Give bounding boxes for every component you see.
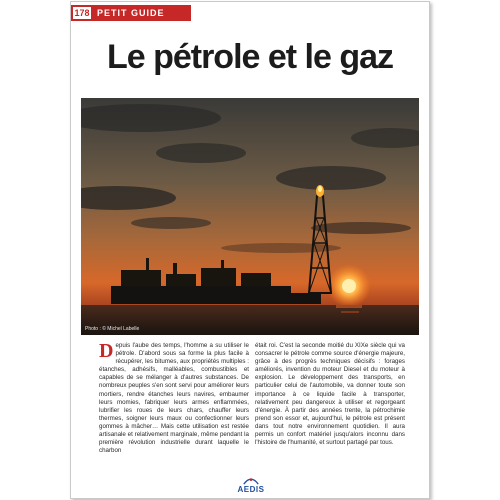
- photo-credit: Photo : © Michel Labelle: [85, 326, 140, 332]
- cover-photo: [81, 98, 419, 335]
- guide-page: [70, 1, 430, 499]
- article-right-column: [255, 342, 405, 447]
- aedis-logo-icon: [241, 476, 261, 485]
- header-bar: [71, 5, 191, 21]
- series-label: PETIT GUIDE: [97, 8, 165, 18]
- publisher-name: AEDIS: [237, 485, 265, 494]
- oil-platform-sunset-image: [81, 98, 419, 335]
- publisher-logo: [233, 476, 269, 494]
- page-number-badge: 178: [74, 8, 90, 18]
- article-text-right: était roi. C'est la seconde moitié du XIXe siècle qui va consacrer le pétrole comme source d'énergie majeure, grâce à des progrès techniques décisifs : forages améliorés, invention du moteur Diesel et du moteur à explosion. Le développement des transports, en particulier celui de l'automobile, va donner toute son importance à ce liquide facile à transporter, relativement peu dangereux à utiliser et regorgeant d'énergie. À partir des années trente, la pétrochimie prend son essor et, aujourd'hui, le pétrole est présent dans tout notre environnement quotidien. Il aura permis un confort matériel jusqu'alors inconnu dans l'histoire de l'humanité, et surtout partagé par tous.: [255, 342, 405, 447]
- page-title: Le pétrole et le gaz: [106, 38, 394, 76]
- article-text-left: epuis l'aube des temps, l'homme a su utiliser le pétrole. D'abord sous sa forme la plus facile à récupérer, les bitumes, aux propriétés multiples : étanches, adhésifs, malléables, combustibles et capables de se mélanger à d'autres substances. De nombreux peuples s'en sont servi pour améliorer leurs mortiers, rendre étanches leurs navires, embaumer leurs momies, fabriquer leurs armes enflammées, lubrifier les roues de leurs chars, chauffer leurs thermes, soigner leurs maux ou confectionner leurs gommes à mâcher… Mais cette utilisation est restée artisanale et relativement marginale, même pendant la première révolution industrielle durant laquelle le charbon: [99, 342, 249, 455]
- article-left-column: [99, 342, 249, 455]
- drop-cap: D: [99, 340, 114, 362]
